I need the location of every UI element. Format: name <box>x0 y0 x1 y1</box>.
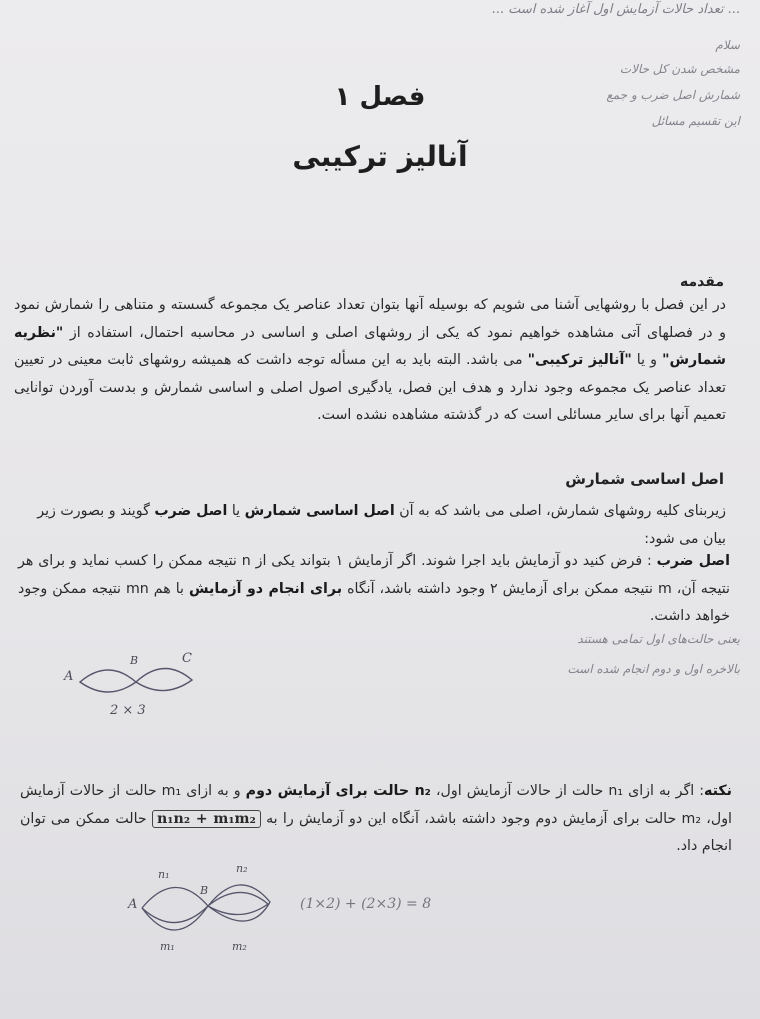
handwritten-side-note: این تقسیم مسائل <box>651 114 740 128</box>
principle-text: زیربنای کلیه روشهای شمارش، اصلی می باشد که به آن <box>394 503 726 519</box>
note-paragraph <box>20 778 732 861</box>
diagram-loop <box>136 668 192 690</box>
chapter-number: فصل ۱ <box>334 82 426 112</box>
note-text: حالت ممکن می توان انجام داد. <box>20 810 732 854</box>
diagram-label-n1: n₁ <box>158 868 170 881</box>
handwritten-sum-formula: (1×2) + (2×3) = 8 <box>300 896 432 912</box>
multiplication-rule-paragraph <box>18 548 730 631</box>
handwritten-note-top: ... تعداد حالات آزمایش اول آغاز شده است ... <box>491 2 740 17</box>
intro-term: "آنالیز ترکیبی" <box>527 352 632 368</box>
diagram-label-b: B <box>200 884 209 897</box>
diagram-arc <box>208 892 268 906</box>
handwritten-diagram-note: بالاخره اول و دوم انجام شده است <box>567 662 740 676</box>
handwritten-side-note: شمارش اصل ضرب و جمع <box>606 88 740 102</box>
handwritten-diagram-abc <box>60 640 210 720</box>
diagram-label-c: C <box>182 651 192 666</box>
handwritten-side-note: مشخص شدن کل حالات <box>619 62 740 76</box>
diagram-arc <box>208 885 270 921</box>
note-formula: n₁n₂ + m₁m₂ <box>152 810 261 828</box>
note-text: و به ازای m₁ حالت از حالات آزمایش اول، m₂ حالت برای آزمایش دوم وجود داشته باشد، آنگاه این دو آزمایش را به <box>20 783 732 827</box>
diagram-arc <box>142 906 208 930</box>
note-label: نکته <box>704 783 732 799</box>
principle-text: گویند و بصورت زیر بیان می شود: <box>37 503 726 547</box>
diagram-label-a: A <box>128 897 138 912</box>
principle-heading: اصل اساسی شمارش <box>565 470 724 488</box>
intro-heading: مقدمه <box>680 274 724 290</box>
intro-text: می باشد. البته باید به این مسأله توجه داشت که همیشه روشهای ثابت معینی در تعیین تعداد عناصر یک مجموعه وجود ندارد و هدف این فصل، یادگیری اصول اصلی و اساسی شمارش و بدست آوردن توانایی تعمیم آنها برای سایر مسائلی است که در گذشته مشاهده نشده است. <box>14 352 726 423</box>
diagram-label-a: A <box>64 669 74 684</box>
diagram-arc <box>142 887 208 908</box>
chapter-title: آنالیز ترکیبی <box>292 140 468 173</box>
principle-text: یا <box>227 503 245 519</box>
diagram-label-m1: m₁ <box>160 940 175 953</box>
note-text: : اگر به ازای n₁ حالت از حالات آزمایش اول، <box>430 783 704 799</box>
intro-paragraph <box>14 292 726 430</box>
handwritten-diagram-note: یعنی حالت‌های اول تمامی هستند <box>577 632 740 646</box>
rule-text: : فرض کنید دو آزمایش باید اجرا شوند. اگر آزمایش ۱ بتواند یکی از n نتیجه ممکن را کسب نماید و برای هر نتیجه آن، m نتیجه ممکن برای آزمایش ۲ وجود داشته باشد، آنگاه <box>18 553 730 597</box>
principle-paragraph <box>20 498 726 553</box>
rule-bold: برای انجام دو آزمایش <box>189 580 343 597</box>
rule-label: اصل ضرب <box>656 553 731 569</box>
rule-text: با هم mn نتیجه ممکن وجود خواهد داشت. <box>18 580 730 624</box>
handwritten-diagram-ab <box>120 858 280 958</box>
note-bold: n₂ حالت برای آزمایش دوم <box>245 783 431 799</box>
intro-text: در این فصل با روشهایی آشنا می شویم که بوسیله آنها بتوان تعداد عناصر یک مجموعه گسسته و متناهی را شمارش نمود و در فصلهای آتی مشاهده خواهیم نمود که یکی از روشهای اصلی و اساسی در محاسبه احتمال، استفاده از <box>14 297 726 341</box>
diagram-label-n2: n₂ <box>236 862 248 875</box>
diagram-label-b: B <box>130 654 139 667</box>
principle-term: اصل ضرب <box>154 503 228 519</box>
intro-term: "نظریه شمارش" <box>14 324 726 368</box>
diagram-loop <box>80 670 136 692</box>
diagram-caption: 2 × 3 <box>110 703 146 718</box>
intro-text: و یا <box>631 352 663 368</box>
handwritten-side-note: سلام <box>715 38 740 52</box>
diagram-label-m2: m₂ <box>232 940 247 953</box>
principle-term: اصل اساسی شمارش <box>244 503 395 519</box>
